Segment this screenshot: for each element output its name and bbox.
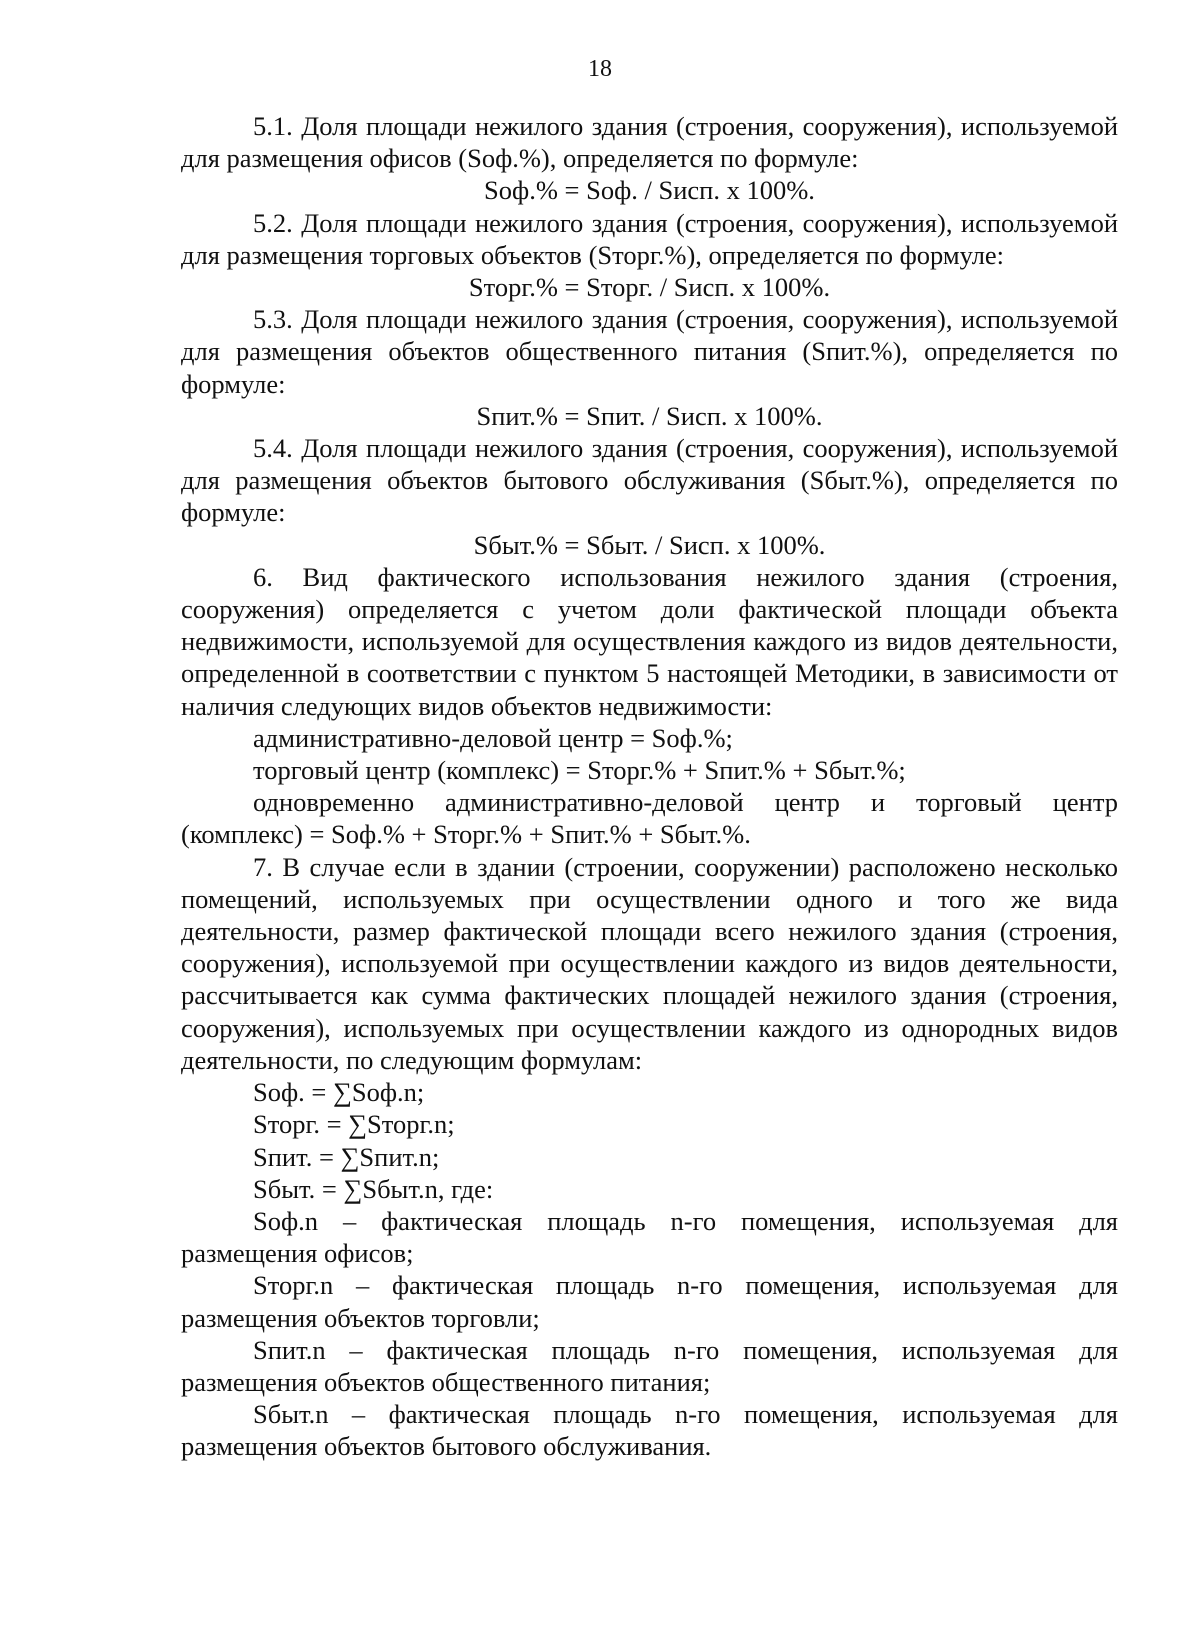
formula-sum-catering: Sпит. = ∑Sпит.n; xyxy=(253,1141,440,1172)
formula-sum-services: Sбыт. = ∑Sбыт.n, где: xyxy=(253,1173,494,1204)
paragraph-6-trade-center: торговый центр (комплекс) = Sторг.% + Sпит.% + Sбыт.%; xyxy=(253,755,906,786)
formula-trade-share: Sторг.% = Sторг. / Sисп. х 100%. xyxy=(468,272,831,303)
definition-trade-room: Sторг.n – фактическая площадь n-го помещения, используемая для размещения объектов торговли; xyxy=(181,1270,1118,1333)
paragraph-5-3: 5.3. Доля площади нежилого здания (строения, сооружения), используемой для размещения объектов общественного питания (Sпит.%), определяется по формуле: xyxy=(181,304,1118,399)
definition-catering-room: Sпит.n – фактическая площадь n-го помещения, используемая для размещения объектов общественного питания; xyxy=(181,1334,1118,1397)
formula-sum-trade: Sторг. = ∑Sторг.n; xyxy=(253,1109,455,1140)
formula-office-share: Sоф.% = Sоф. / Sисп. х 100%. xyxy=(484,175,815,206)
paragraph-6: 6. Вид фактического использования нежилого здания (строения, сооружения) определяется с учетом доли фактической площади объекта недвижимости, используемой для осуществления каждого из видов деятельности, определенной в соответствии с пунктом 5 настоящей Методики, в зависимости от наличия следующих видов объектов недвижимости: xyxy=(181,561,1118,721)
paragraph-6-admin-center: административно-деловой центр = Sоф.%; xyxy=(253,722,733,753)
paragraph-7: 7. В случае если в здании (строении, сооружении) расположено несколько помещений, используемых при осуществлении одного и того же вида деятельности, размер фактической площади всего нежилого здания (строения, сооружения), используемой при осуществлении каждого из видов деятельности, рассчитывается как сумма фактических площадей нежилого здания (строения, сооружения), используемых при осуществлении каждого из однородных видов деятельности, по следующим формулам: xyxy=(181,851,1118,1075)
formula-services-share: Sбыт.% = Sбыт. / Sисп. х 100%. xyxy=(473,529,826,560)
formula-sum-office: Sоф. = ∑Sоф.n; xyxy=(253,1077,425,1108)
paragraph-6-combined-center: одновременно административно-деловой центр и торговый центр (комплекс) = Sоф.% + Sторг.% + Sпит.% + Sбыт.%. xyxy=(181,787,1118,850)
paragraph-5-4: 5.4. Доля площади нежилого здания (строения, сооружения), используемой для размещения объектов бытового обслуживания (Sбыт.%), определяется по формуле: xyxy=(181,433,1118,528)
formula-catering-share: Sпит.% = Sпит. / Sисп. х 100%. xyxy=(476,400,823,431)
page-number: 18 xyxy=(588,56,612,82)
definition-services-room: Sбыт.n – фактическая площадь n-го помещения, используемая для размещения объектов бытового обслуживания. xyxy=(181,1399,1118,1462)
definition-office-room: Sоф.n – фактическая площадь n-го помещения, используемая для размещения офисов; xyxy=(181,1205,1118,1269)
paragraph-5-1: 5.1. Доля площади нежилого здания (строения, сооружения), используемой для размещения офисов (Sоф.%), определяется по формуле: xyxy=(181,111,1118,174)
paragraph-5-2: 5.2. Доля площади нежилого здания (строения, сооружения), используемой для размещения торговых объектов (Sторг.%), определяется по формуле: xyxy=(181,207,1118,270)
document-body xyxy=(181,110,1118,1463)
